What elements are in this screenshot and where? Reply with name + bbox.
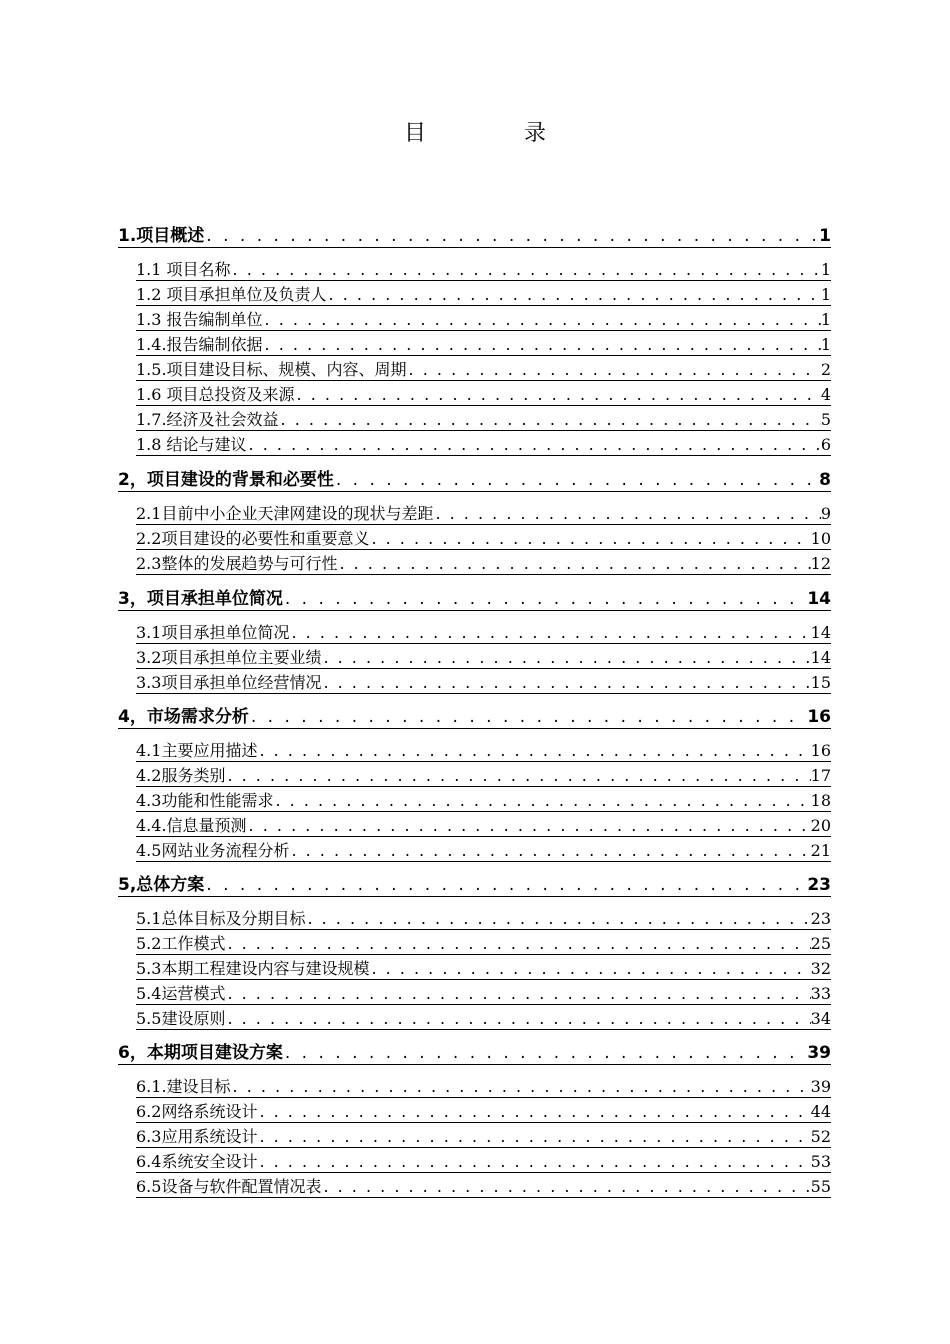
toc-entry-title: 5.4运营模式 [136,984,226,1003]
toc-entry-title: 4.3功能和性能需求 [136,791,274,810]
toc-page-number: 23 [810,909,831,928]
toc-section-link[interactable] [136,1154,831,1173]
toc-dot-leader [283,591,807,608]
toc-page-number: 39 [810,1077,831,1096]
toc-entry-title: 5.3本期工程建设内容与建设规模 [136,959,370,978]
toc-entry-title: 5.2工作模式 [136,934,226,953]
toc-entry-title: 1.8 结论与建议 [136,435,247,454]
toc-section-link[interactable] [136,362,831,381]
toc-page-number: 8 [819,470,831,490]
toc-page-number: 1 [820,285,831,304]
toc-page-number: 39 [807,1043,831,1063]
page-title: 目 录 [403,121,584,146]
toc-section-link[interactable] [136,506,831,525]
toc-dot-leader [321,675,810,691]
toc-page-number: 34 [810,1009,831,1028]
toc-page-number: 15 [810,673,831,692]
toc-dot-leader [204,877,807,894]
toc-section-link[interactable] [136,625,831,644]
toc-dot-leader [321,650,810,666]
toc-dot-leader [305,911,810,927]
toc-section-link[interactable] [136,312,831,331]
toc-page-number: 2 [820,360,831,379]
toc-dot-leader [369,531,810,547]
toc-page-number: 12 [810,554,831,573]
toc-section-link[interactable] [136,437,831,456]
toc-entry-title: 6.3应用系统设计 [136,1127,258,1146]
toc-section-link[interactable] [136,911,831,930]
toc-dot-leader [433,506,820,522]
toc-section-link[interactable] [136,1079,831,1098]
toc-chapter-link[interactable] [118,709,831,729]
toc-dot-leader [295,387,821,403]
toc-section-link[interactable] [136,743,831,762]
toc-dot-leader [283,1045,807,1062]
toc-section-link[interactable] [136,556,831,575]
toc-entry-title: 2.1目前中小企业天津网建设的现状与差距 [136,504,434,523]
toc-page-number: 53 [810,1152,831,1171]
toc-dot-leader [273,793,810,809]
toc-chapter-link[interactable] [118,472,831,492]
toc-section-link[interactable] [136,412,831,431]
toc-entry-title: 1.4.报告编制依据 [136,335,263,354]
toc-section-link[interactable] [136,961,831,980]
toc-entry-title: 4.2服务类别 [136,766,226,785]
toc-page-number: 4 [820,385,831,404]
toc-dot-leader [337,556,810,572]
toc-section-link[interactable] [136,793,831,812]
toc-entry-title: 3.2项目承担单位主要业绩 [136,648,322,667]
toc-entry-title: 3，项目承担单位简况 [118,589,283,609]
toc-dot-leader [225,986,810,1002]
toc-dot-leader [327,287,821,303]
toc-dot-leader [257,1104,810,1120]
toc-dot-leader [249,709,807,726]
toc-section-link[interactable] [136,1179,831,1198]
toc-entry-title: 1.5.项目建设目标、规模、内容、周期 [136,360,407,379]
toc-entry-title: 6.4系统安全设计 [136,1152,258,1171]
toc-entry-title: 5.1总体目标及分期目标 [136,909,306,928]
toc-page-number: 9 [820,504,831,523]
toc-section-link[interactable] [136,1104,831,1123]
toc-section-link[interactable] [136,387,831,406]
toc-page-number: 16 [807,707,831,727]
toc-page-number: 20 [810,816,831,835]
toc-entry-title: 1.3 报告编制单位 [136,310,263,329]
toc-section-link[interactable] [136,262,831,281]
toc-entry-title: 4.1主要应用描述 [136,741,258,760]
toc-section-link[interactable] [136,768,831,787]
toc-section-link[interactable] [136,843,831,862]
toc-section-link[interactable] [136,936,831,955]
toc-page-number: 21 [810,841,831,860]
toc-dot-leader [225,768,810,784]
toc-entry-title: 1.1 项目名称 [136,260,231,279]
toc-page-number: 14 [807,589,831,609]
toc-entry-title: 5,总体方案 [118,875,205,895]
toc-entry-title: 3.3项目承担单位经营情况 [136,673,322,692]
toc-section-link[interactable] [136,1129,831,1148]
toc-section-link[interactable] [136,531,831,550]
toc-page-number: 16 [810,741,831,760]
toc-dot-leader [247,818,811,834]
toc-page-number: 1 [819,226,831,246]
toc-entry-title: 3.1项目承担单位简况 [136,623,290,642]
toc-page-number: 14 [810,623,831,642]
toc-dot-leader [257,1129,810,1145]
toc-dot-leader [279,412,821,428]
toc-dot-leader [321,1179,810,1195]
toc-page-number: 1 [820,260,831,279]
toc-chapter-link[interactable] [118,1045,831,1065]
toc-dot-leader [225,1011,810,1027]
toc-entry-title: 6.1.建设目标 [136,1077,231,1096]
toc-entry-title: 4，市场需求分析 [118,707,249,727]
toc-entry-title: 2，项目建设的背景和必要性 [118,470,334,490]
toc-dot-leader [257,1154,810,1170]
toc-chapter-link[interactable] [118,877,831,897]
toc-page-number: 17 [810,766,831,785]
toc-dot-leader [247,437,821,453]
toc-dot-leader [334,472,819,489]
toc-page-number: 5 [820,410,831,429]
toc-entry-title: 2.3整体的发展趋势与可行性 [136,554,338,573]
toc-section-link[interactable] [136,675,831,694]
toc-entry-title: 1.2 项目承担单位及负责人 [136,285,327,304]
toc-section-link[interactable] [136,986,831,1005]
toc-page-number: 1 [820,335,831,354]
toc-page-number: 55 [810,1177,831,1196]
toc-entry-title: 1.项目概述 [118,226,205,246]
toc-section-link[interactable] [136,337,831,356]
toc-page-number: 33 [810,984,831,1003]
toc-entry-title: 4.5网站业务流程分析 [136,841,290,860]
toc-page-number: 6 [820,435,831,454]
toc-dot-leader [231,262,821,278]
toc-dot-leader [263,337,821,353]
toc-page-number: 32 [810,959,831,978]
toc-section-link[interactable] [136,287,831,306]
toc-page-number: 10 [810,529,831,548]
toc-chapter-link[interactable] [118,228,831,248]
toc-page-number: 14 [810,648,831,667]
toc-entry-title: 5.5建设原则 [136,1009,226,1028]
toc-dot-leader [204,228,819,245]
toc-chapter-link[interactable] [118,591,831,611]
toc-page-number: 25 [810,934,831,953]
toc-dot-leader [407,362,821,378]
toc-entry-title: 2.2项目建设的必要性和重要意义 [136,529,370,548]
toc-dot-leader [225,936,810,952]
toc-dot-leader [369,961,810,977]
toc-entry-title: 6，本期项目建设方案 [118,1043,283,1063]
toc-entry-title: 1.6 项目总投资及来源 [136,385,295,404]
toc-page-number: 52 [810,1127,831,1146]
toc-section-link[interactable] [136,650,831,669]
toc-page-number: 1 [820,310,831,329]
toc-section-link[interactable] [136,1011,831,1030]
toc-page-number: 18 [810,791,831,810]
toc-entry-title: 1.7.经济及社会效益 [136,410,279,429]
toc-dot-leader [263,312,821,328]
toc-page-number: 23 [807,875,831,895]
toc-page-number: 44 [810,1102,831,1121]
toc-entry-title: 4.4.信息量预测 [136,816,247,835]
toc-dot-leader [257,743,810,759]
toc-section-link[interactable] [136,818,831,837]
toc-dot-leader [289,625,810,641]
toc-entry-title: 6.2网络系统设计 [136,1102,258,1121]
toc-dot-leader [289,843,810,859]
toc-dot-leader [231,1079,811,1095]
toc-entry-title: 6.5设备与软件配置情况表 [136,1177,322,1196]
